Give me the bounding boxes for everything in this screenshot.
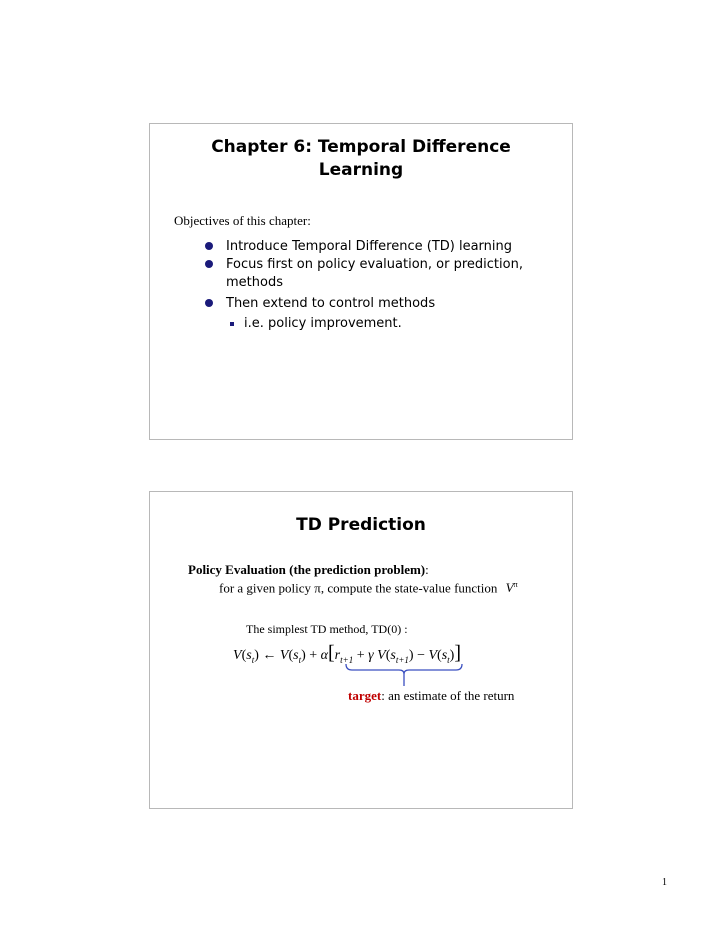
policy-evaluation-description: for a given policy π, compute the state-value function <box>219 580 498 596</box>
bullet-2-continuation: methods <box>226 275 283 290</box>
slide-1 <box>149 123 573 440</box>
slide-1-title-line-1: Chapter 6: Temporal Difference <box>211 137 511 157</box>
bullet-dot-icon <box>205 299 213 307</box>
sub-bullet-1: i.e. policy improvement. <box>244 316 402 331</box>
policy-evaluation-text <box>219 580 518 596</box>
page-number: 1 <box>662 877 667 888</box>
policy-evaluation-colon: : <box>425 562 429 577</box>
bullet-dot-icon <box>205 260 213 268</box>
bullet-3: Then extend to control methods <box>226 296 436 311</box>
target-annotation <box>348 688 514 704</box>
policy-evaluation-heading <box>188 562 429 578</box>
td0-update-equation: $V(s_t)$ ← $V(s_t) + \alpha[r_{t+1} + \gamma$ $V(s_{t+1}) - V(s_t)$] <box>233 642 462 665</box>
target-brace-icon <box>340 662 470 688</box>
value-function-symbol: V <box>505 580 514 596</box>
bullet-dot-icon <box>205 242 213 250</box>
objectives-label: Objectives of this chapter: <box>174 213 311 228</box>
target-description: : an estimate of the return <box>381 688 515 703</box>
sub-bullet-square-icon <box>230 322 234 326</box>
policy-evaluation-heading-bold: Policy Evaluation (the prediction problem) <box>188 562 426 577</box>
simplest-td-label: The simplest TD method, TD(0) : <box>246 622 408 636</box>
target-word: target <box>348 688 382 703</box>
slide-2-title: TD Prediction <box>296 515 426 535</box>
bullet-2: Focus first on policy evaluation, or prediction, <box>226 257 523 272</box>
bullet-1: Introduce Temporal Difference (TD) learning <box>226 239 513 254</box>
slide-1-title-line-2: Learning <box>318 160 404 180</box>
slide-2 <box>149 491 573 809</box>
value-function-superscript: π <box>513 580 518 589</box>
